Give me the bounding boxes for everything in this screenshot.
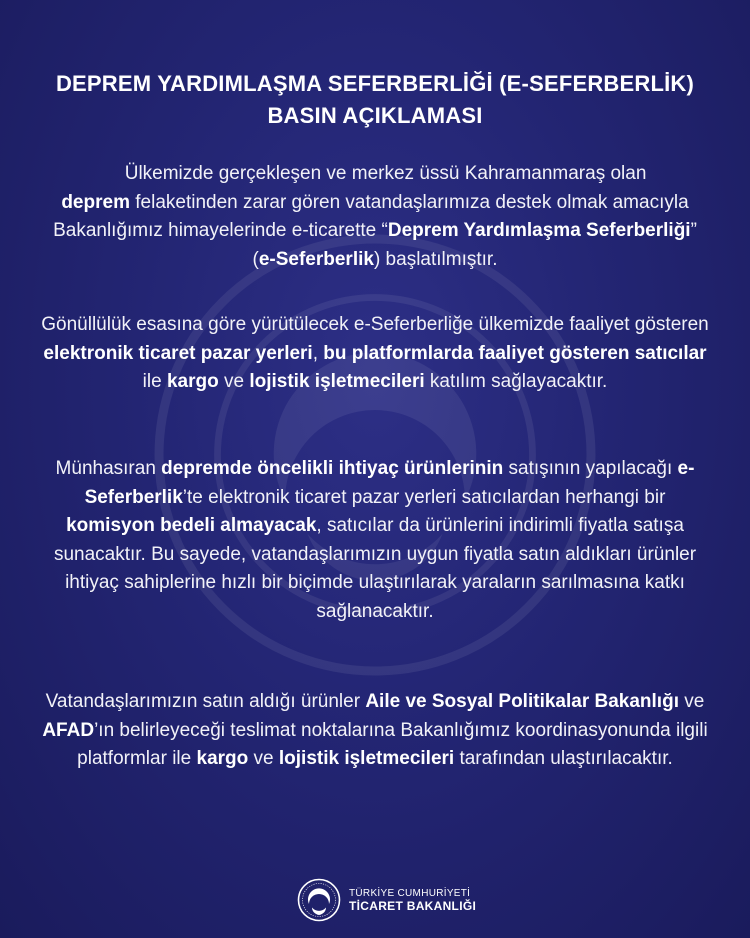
p2-text-4: ve [218, 371, 250, 392]
ministry-footer [297, 872, 476, 928]
page-title [0, 68, 750, 132]
p4-bold-3: kargo [196, 748, 249, 769]
p1-bold-2: Deprem Yardımlaşma Seferberliği [387, 220, 691, 241]
p2-bold-3: kargo [166, 371, 219, 392]
p4-text-5: tarafından ulaştırılacaktır. [454, 748, 673, 769]
p1-text-3: ” ( [252, 220, 697, 270]
p4-text-2: ve [678, 691, 705, 712]
p2-bold-2: bu platformlarda faaliyet gösteren satıcılar [323, 342, 707, 364]
p4-text-3: ’ın belirleyeceği teslimat noktalarına Bakanlığımız koordinasyonunda ilgili platformlar ile [77, 719, 708, 769]
title-line-1: DEPREM YARDIMLAŞMA SEFERBERLİĞİ (E-SEFERBERLİK) [55, 71, 695, 96]
p1-text-4: ) başlatılmıştır. [373, 248, 498, 270]
p3-text-3: ’te elektronik ticaret pazar yerleri satıcılardan herhangi bir [182, 486, 666, 508]
footer-line-1: TÜRKİYE CUMHURİYETİ [349, 888, 471, 899]
p3-bold-1: depremde öncelikli ihtiyaç ürünlerinin [161, 458, 504, 479]
p1-text-1: Ülkemizde gerçekleşen ve merkez üssü Kahramanmaraş olan [124, 163, 647, 184]
p2-bold-4: lojistik işletmecileri [249, 371, 425, 392]
paragraph-3 [40, 455, 710, 626]
p4-bold-2: AFAD [42, 719, 95, 741]
p2-text-3: ile [142, 371, 167, 392]
ministry-emblem-icon [297, 878, 341, 922]
paragraph-4 [40, 688, 710, 774]
p2-text-5: katılım sağlayacaktır. [424, 371, 608, 392]
p4-bold-1: Aile ve Sosyal Politikalar Bakanlığı [365, 691, 679, 712]
p2-bold-1: elektronik ticaret pazar yerleri [43, 342, 313, 364]
p3-bold-3: komisyon bedeli almayacak [66, 515, 317, 536]
p3-bold-2: e-Seferberlik [84, 458, 695, 508]
p2-text-2: , [312, 342, 324, 364]
paragraph-2 [40, 311, 710, 397]
title-line-2: BASIN AÇIKLAMASI [267, 103, 483, 128]
p3-text-2: satışının yapılacağı [503, 458, 678, 479]
p3-text-4: , satıcılar da ürünlerini indirimli fiyatla satışa sunacaktır. Bu sayede, vatandaşlarımızın uygun fiyatla satın aldıkları ürünler ihtiyaç sahiplerine hızlı bir biçimde ulaştırılarak yaraların sarılmasına katkı sağlanacaktır. [53, 515, 697, 622]
p3-text-1: Münhasıran [55, 458, 162, 479]
p4-bold-4: lojistik işletmecileri [278, 748, 455, 769]
footer-line-2: TİCARET BAKANLIĞI [349, 899, 477, 913]
p2-text-1: Gönüllülük esasına göre yürütülecek e-Seferberliğe ülkemizde faaliyet gösteren [41, 314, 709, 335]
p1-text-2: felaketinden zarar gören vatandaşlarımıza destek olmak amacıyla Bakanlığımız himayelerinde e-ticarette “ [53, 191, 689, 241]
p4-text-1: Vatandaşlarımızın satın aldığı ürünler [45, 691, 366, 712]
p1-bold-1: deprem [61, 191, 130, 213]
p1-bold-3: e-Seferberlik [258, 248, 374, 270]
p4-text-4: ve [248, 748, 279, 769]
paragraph-1 [40, 160, 710, 274]
